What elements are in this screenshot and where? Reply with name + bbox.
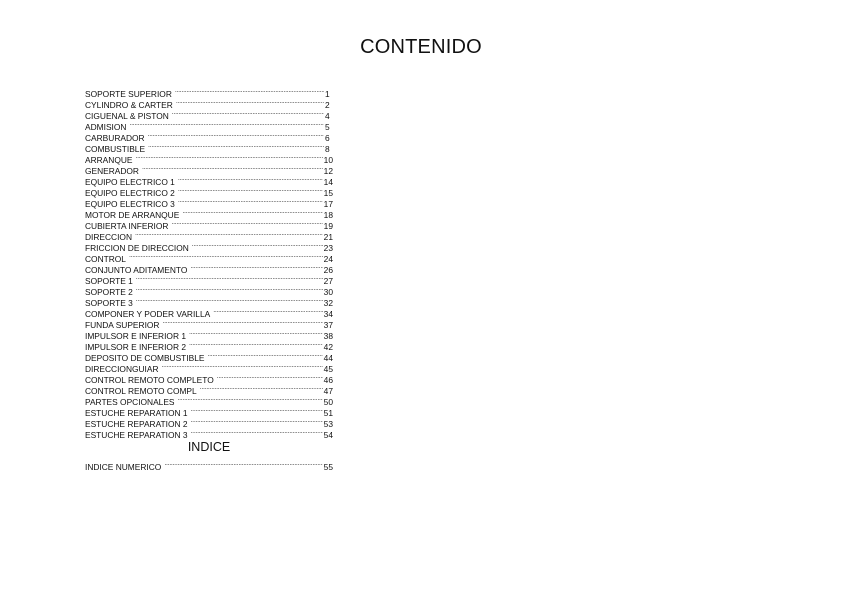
toc-entry-page: 21 <box>323 232 333 242</box>
dot-leader <box>136 295 323 306</box>
toc-entry-label: COMBUSTIBLE <box>85 144 146 154</box>
index-list <box>85 459 333 470</box>
table-of-contents <box>85 86 333 438</box>
dot-leader <box>164 459 322 470</box>
dot-leader <box>189 339 323 350</box>
dot-leader <box>142 163 323 174</box>
toc-entry-label: CONJUNTO ADITAMENTO <box>85 265 188 275</box>
dot-leader <box>200 383 323 394</box>
toc-entry-label: CONTROL REMOTO COMPLETO <box>85 375 214 385</box>
toc-entry-page: 6 <box>325 133 330 143</box>
dot-leader <box>182 207 322 218</box>
dot-leader <box>178 394 323 405</box>
toc-entry-page: 8 <box>325 144 330 154</box>
dot-leader <box>148 141 324 152</box>
toc-entry-label: INDICE NUMERICO <box>85 462 162 472</box>
toc-entry-page: 47 <box>323 386 333 396</box>
dot-leader <box>192 240 323 251</box>
toc-entry-page: 19 <box>323 221 333 231</box>
dot-leader <box>217 372 323 383</box>
toc-entry <box>85 459 333 470</box>
toc-entry-label: ESTUCHE REPARATION 3 <box>85 430 188 440</box>
dot-leader <box>191 416 323 427</box>
toc-entry-page: 42 <box>323 342 333 352</box>
toc-entry-page: 23 <box>323 243 333 253</box>
toc-entry-label: CUBIERTA INFERIOR <box>85 221 169 231</box>
dot-leader <box>176 97 324 108</box>
toc-entry-label: FRICCION DE DIRECCION <box>85 243 189 253</box>
toc-entry-label: GENERADOR <box>85 166 139 176</box>
toc-entry-page: 46 <box>323 375 333 385</box>
toc-entry-page: 54 <box>323 430 333 440</box>
toc-entry-page: 53 <box>323 419 333 429</box>
toc-entry-page: 5 <box>325 122 330 132</box>
dot-leader <box>190 262 322 273</box>
toc-entry-label: PARTES OPCIONALES <box>85 397 175 407</box>
toc-entry-page: 34 <box>323 309 333 319</box>
toc-entry-label: ESTUCHE REPARATION 2 <box>85 419 188 429</box>
toc-entry-page: 38 <box>323 331 333 341</box>
toc-entry-page: 37 <box>323 320 333 330</box>
toc-entry-label: SOPORTE 3 <box>85 298 133 308</box>
dot-leader <box>178 196 323 207</box>
toc-entry-label: COMPONER Y PODER VARILLA <box>85 309 211 319</box>
toc-entry-label: CYLINDRO & CARTER <box>85 100 173 110</box>
toc-entry-label: EQUIPO ELECTRICO 2 <box>85 188 175 198</box>
toc-entry-page: 4 <box>325 111 330 121</box>
toc-entry-label: DEPOSITO DE COMBUSTIBLE <box>85 353 205 363</box>
dot-leader <box>129 251 323 262</box>
dot-leader <box>162 317 322 328</box>
toc-entry-page: 10 <box>323 155 333 165</box>
dot-leader <box>172 108 324 119</box>
toc-entry-page: 30 <box>323 287 333 297</box>
toc-entry-label: CARBURADOR <box>85 133 145 143</box>
dot-leader <box>148 130 324 141</box>
toc-entry-page: 12 <box>323 166 333 176</box>
toc-entry-page: 15 <box>323 188 333 198</box>
toc-entry <box>85 86 333 97</box>
toc-entry-label: DIRECCION <box>85 232 132 242</box>
dot-leader <box>178 174 323 185</box>
dot-leader <box>189 328 323 339</box>
toc-entry-page: 32 <box>323 298 333 308</box>
dot-leader <box>175 86 324 97</box>
toc-entry-page: 18 <box>323 210 333 220</box>
toc-entry-label: CIGUENAL & PISTON <box>85 111 169 121</box>
dot-leader <box>171 218 322 229</box>
dot-leader <box>136 273 323 284</box>
dot-leader <box>191 405 323 416</box>
toc-entry-label: MOTOR DE ARRANQUE <box>85 210 180 220</box>
dot-leader <box>207 350 322 361</box>
dot-leader <box>191 427 323 438</box>
toc-entry-label: DIRECCIONGUIAR <box>85 364 159 374</box>
toc-entry-page: 27 <box>323 276 333 286</box>
toc-entry-page: 55 <box>323 462 333 472</box>
page-title: CONTENIDO <box>360 36 482 58</box>
toc-entry-page: 14 <box>323 177 333 187</box>
dot-leader <box>129 119 324 130</box>
toc-entry-label: SOPORTE 2 <box>85 287 133 297</box>
toc-entry-label: ADMISION <box>85 122 127 132</box>
toc-entry-label: EQUIPO ELECTRICO 3 <box>85 199 175 209</box>
toc-entry-label: EQUIPO ELECTRICO 1 <box>85 177 175 187</box>
toc-entry-page: 44 <box>323 353 333 363</box>
dot-leader <box>136 284 323 295</box>
dot-leader <box>178 185 323 196</box>
toc-entry-page: 24 <box>323 254 333 264</box>
toc-entry-label: ESTUCHE REPARATION 1 <box>85 408 188 418</box>
toc-entry-page: 1 <box>325 89 330 99</box>
toc-entry-page: 51 <box>323 408 333 418</box>
toc-entry-label: IMPULSOR E INFERIOR 1 <box>85 331 186 341</box>
dot-leader <box>135 229 323 240</box>
dot-leader <box>162 361 323 372</box>
toc-entry-label: ARRANQUE <box>85 155 133 165</box>
dot-leader <box>135 152 322 163</box>
toc-entry-label: IMPULSOR E INFERIOR 2 <box>85 342 186 352</box>
toc-entry-page: 26 <box>323 265 333 275</box>
toc-entry-page: 17 <box>323 199 333 209</box>
toc-entry-label: SOPORTE SUPERIOR <box>85 89 172 99</box>
toc-entry-page: 45 <box>323 364 333 374</box>
index-title: INDICE <box>187 440 231 454</box>
toc-entry-label: FUNDA SUPERIOR <box>85 320 160 330</box>
toc-entry-label: CONTROL <box>85 254 126 264</box>
toc-entry-label: SOPORTE 1 <box>85 276 133 286</box>
toc-entry-page: 2 <box>325 100 330 110</box>
dot-leader <box>213 306 322 317</box>
toc-entry-page: 50 <box>323 397 333 407</box>
toc-entry-label: CONTROL REMOTO COMPL <box>85 386 197 396</box>
